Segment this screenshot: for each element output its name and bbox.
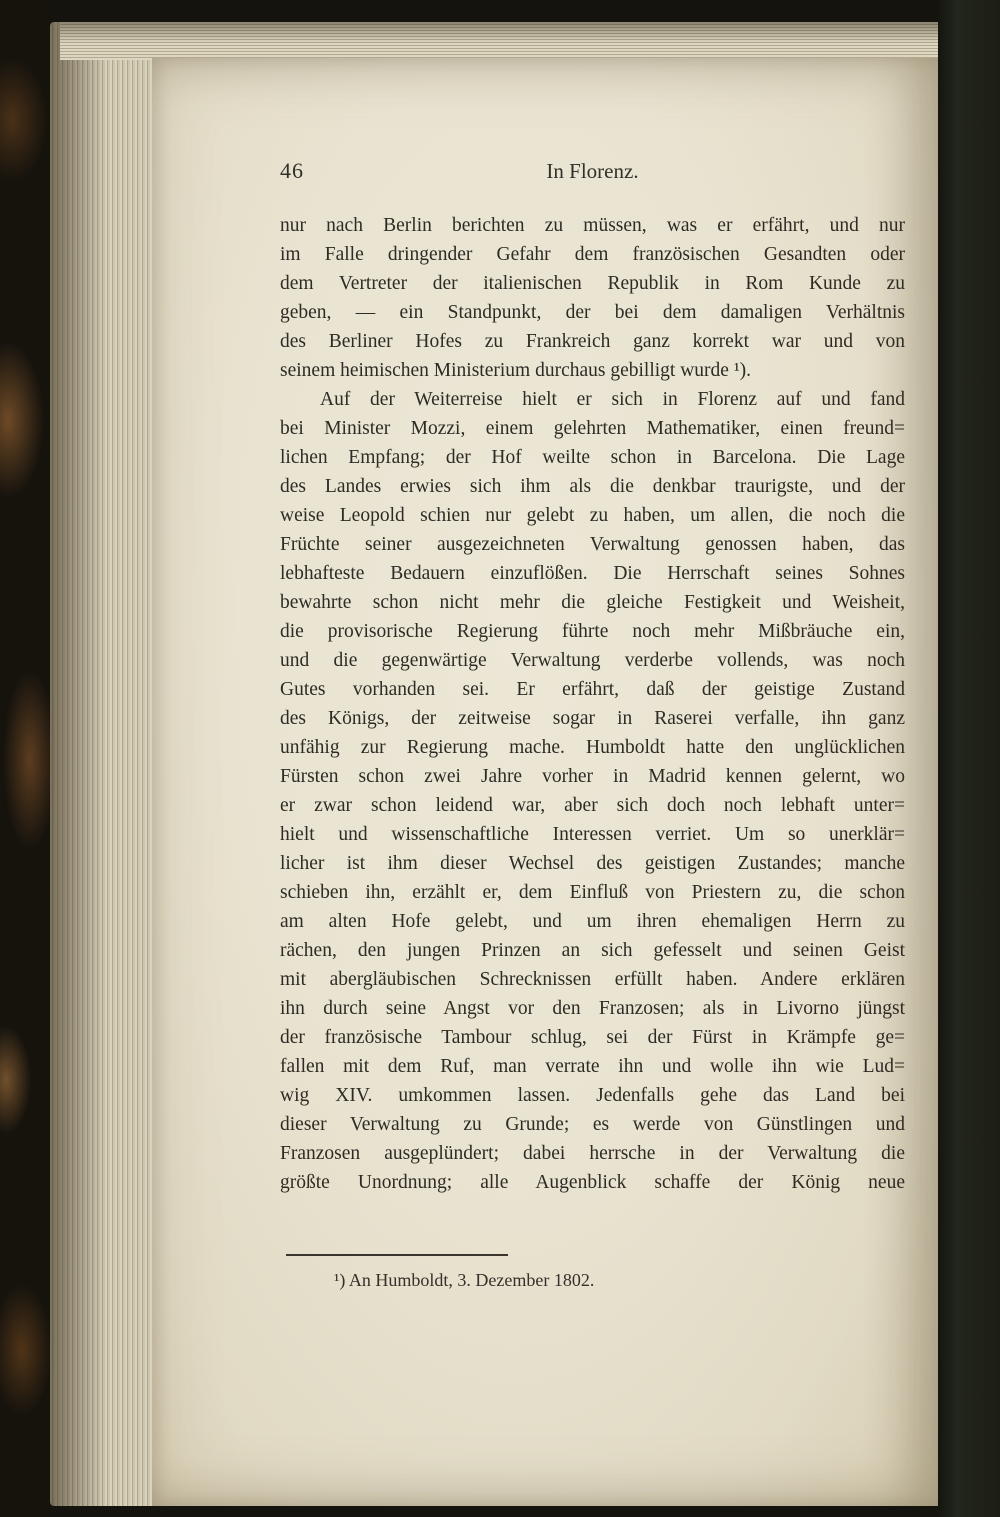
body-line: fallen mit dem Ruf, man verrate ihn und wolle ihn wie Lud= <box>280 1056 905 1077</box>
body-line: des Landes erwies sich ihm als die denkbar traurigste, und der <box>280 476 905 497</box>
body-line: lebhafteste Bedauern einzuflößen. Die Herrschaft seines Sohnes <box>280 563 905 584</box>
left-marbled-cover <box>0 0 50 1517</box>
body-line: hielt und wissenschaftliche Interessen verriet. Um so unerklär= <box>280 824 905 845</box>
body-line: der französische Tambour schlug, sei der Fürst in Krämpfe ge= <box>280 1027 905 1048</box>
footnote-divider <box>286 1254 508 1256</box>
right-cloth-cover <box>938 0 1000 1517</box>
body-line: Früchte seiner ausgezeichneten Verwaltung genossen haben, das <box>280 534 905 555</box>
body-line: dieser Verwaltung zu Grunde; es werde von Günstlingen und <box>280 1114 905 1135</box>
body-line: seinem heimischen Ministerium durchaus gebilligt wurde ¹). <box>280 360 752 381</box>
body-line: schieben ihn, erzählt er, dem Einfluß von Priestern zu, die schon <box>280 882 905 903</box>
body-line: am alten Hofe gelebt, und um ihren ehemaligen Herrn zu <box>280 911 905 932</box>
body-line: mit abergläubischen Schrecknissen erfüllt haben. Andere erklären <box>280 969 905 990</box>
body-line: ihn durch seine Angst vor den Franzosen; als in Livorno jüngst <box>280 998 905 1019</box>
body-line: größte Unordnung; alle Augenblick schaffe der König neue <box>280 1172 905 1193</box>
body-line: dem Vertreter der italienischen Republik in Rom Kunde zu <box>280 273 905 294</box>
body-line: lichen Empfang; der Hof weilte schon in Barcelona. Die Lage <box>280 447 905 468</box>
running-header: In Florenz. <box>546 159 639 183</box>
body-line: und die gegenwärtige Verwaltung verderbe vollends, was noch <box>280 650 905 671</box>
body-line: bewahrte schon nicht mehr die gleiche Festigkeit und Weisheit, <box>280 592 905 613</box>
body-line: Gutes vorhanden sei. Er erfährt, daß der geistige Zustand <box>280 679 905 700</box>
body-line: Fürsten schon zwei Jahre vorher in Madrid kennen gelernt, wo <box>280 766 905 787</box>
body-line: er zwar schon leidend war, aber sich doch noch lebhaft unter= <box>280 795 905 816</box>
body-line: weise Leopold schien nur gelebt zu haben, um allen, die noch die <box>280 505 905 526</box>
page-number: 46 <box>280 158 304 183</box>
page-stack-left-edge <box>50 22 154 1506</box>
body-line: Auf der Weiterreise hielt er sich in Florenz auf und fand <box>320 389 905 410</box>
body-line: geben, — ein Standpunkt, der bei dem damaligen Verhältnis <box>280 302 905 323</box>
body-line: wig XIV. umkommen lassen. Jedenfalls gehe das Land bei <box>280 1085 905 1106</box>
scanned-page <box>152 58 938 1506</box>
body-line: im Falle dringender Gefahr dem französischen Gesandten oder <box>280 244 905 265</box>
body-text-block <box>280 211 905 1197</box>
body-line: unfähig zur Regierung mache. Humboldt hatte den unglücklichen <box>280 737 905 758</box>
page-stack-top-edge <box>60 22 938 60</box>
body-line: bei Minister Mozzi, einem gelehrten Mathematiker, einen freund= <box>280 418 905 439</box>
body-line: rächen, den jungen Prinzen an sich gefesselt und seinen Geist <box>280 940 905 961</box>
body-line: licher ist ihm dieser Wechsel des geistigen Zustandes; manche <box>280 853 905 874</box>
body-line: Franzosen ausgeplündert; dabei herrsche in der Verwaltung die <box>280 1143 905 1164</box>
body-line: des Berliner Hofes zu Frankreich ganz korrekt war und von <box>280 331 905 352</box>
page-header-row <box>280 158 905 186</box>
body-line: des Königs, der zeitweise sogar in Raserei verfalle, ihn ganz <box>280 708 905 729</box>
footnote-text: ¹) An Humboldt, 3. Dezember 1802. <box>334 1270 595 1290</box>
body-line: die provisorische Regierung führte noch mehr Mißbräuche ein, <box>280 621 905 642</box>
body-line: nur nach Berlin berichten zu müssen, was er erfährt, und nur <box>280 215 905 236</box>
